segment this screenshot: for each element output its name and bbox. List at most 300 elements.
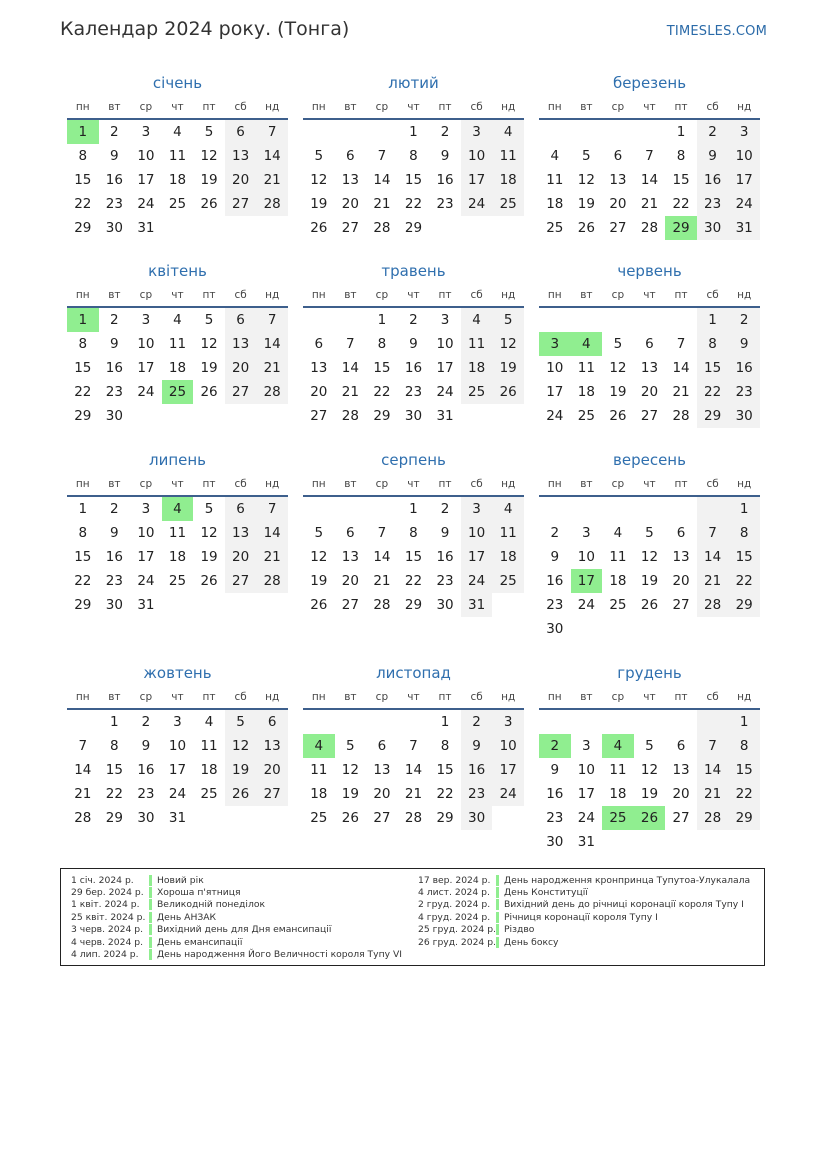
weekday-label: сб (470, 691, 483, 703)
day-cell: 13 (310, 360, 328, 376)
empty-day-cell (665, 710, 697, 734)
weekend-day-cell: 13 (256, 734, 288, 758)
day-cell: 20 (640, 384, 659, 400)
day-cell: 21 (373, 196, 391, 212)
weekend-day-cell: 6 (225, 120, 257, 144)
day-cell: 5 (204, 312, 214, 328)
day-cell: 1 (676, 124, 686, 140)
weekend-day-cell: 20 (225, 545, 257, 569)
empty-day-cell (602, 710, 634, 734)
legend-row (71, 936, 402, 948)
day-cell: 13 (640, 360, 659, 376)
day-cell: 8 (78, 148, 88, 164)
day-cell: 12 (200, 525, 218, 541)
empty-day-cell (366, 710, 398, 734)
day-cell: 26 (200, 384, 218, 400)
day-cell: 3 (582, 738, 591, 754)
holiday-day-cell: 2 (539, 734, 571, 758)
weekend-day-cell: 21 (697, 782, 729, 806)
day-cell: 6 (314, 336, 324, 352)
empty-day-cell (366, 497, 398, 521)
weekend-day-cell: 30 (728, 404, 760, 428)
day-cell: 11 (609, 549, 627, 565)
day-cell: 29 (373, 408, 391, 424)
day-cell: 14 (672, 360, 690, 376)
holiday-day-cell: 3 (539, 332, 571, 356)
legend-holiday-name: Великодній понеділок (157, 899, 266, 911)
weekend-day-cell: 28 (256, 192, 288, 216)
legend-row (71, 911, 402, 923)
holiday-day-cell: 4 (571, 332, 603, 356)
legend-holiday-name: Різдво (504, 924, 535, 936)
day-grid (67, 497, 288, 617)
weekday-label: вт (108, 289, 121, 301)
day-cell: 5 (204, 124, 214, 140)
weekday-label: вт (580, 691, 593, 703)
day-cell: 11 (546, 172, 564, 188)
day-cell: 6 (645, 336, 654, 352)
day-cell: 25 (546, 220, 564, 236)
day-cell: 16 (436, 549, 454, 565)
day-cell: 27 (341, 597, 359, 613)
weekday-label: нд (501, 289, 516, 301)
empty-day-cell (602, 308, 634, 332)
legend-marker (149, 924, 152, 935)
day-cell: 13 (341, 172, 359, 188)
weekend-day-cell: 20 (225, 168, 257, 192)
empty-day-cell (697, 497, 729, 521)
weekday-label: нд (501, 691, 516, 703)
legend-holiday-name: Вихідний день для Дня емансипації (157, 924, 332, 936)
day-cell: 21 (373, 573, 391, 589)
weekday-label: нд (501, 101, 516, 113)
legend-row (418, 911, 750, 923)
weekend-day-cell: 4 (461, 308, 493, 332)
day-cell: 9 (110, 336, 119, 352)
day-cell: 16 (404, 360, 423, 376)
day-cell: 22 (404, 573, 423, 589)
day-cell: 11 (168, 336, 187, 352)
day-cell: 7 (78, 738, 88, 754)
day-cell: 8 (676, 148, 686, 164)
weekend-day-cell: 28 (256, 380, 288, 404)
day-cell: 19 (200, 172, 218, 188)
holiday-day-cell: 25 (162, 380, 194, 404)
legend-marker (149, 937, 152, 948)
weekend-day-cell: 15 (697, 356, 729, 380)
day-cell: 6 (377, 738, 387, 754)
weekday-label: пн (75, 289, 90, 301)
weekday-header (67, 473, 288, 495)
day-cell: 4 (550, 148, 560, 164)
day-cell: 9 (440, 525, 450, 541)
weekday-label: пт (438, 691, 452, 703)
empty-day-cell (634, 497, 666, 521)
empty-day-cell (665, 308, 697, 332)
day-cell: 14 (373, 549, 391, 565)
legend-holiday-name: Вихідний день до річниці коронації короля Тупу I (504, 899, 744, 911)
empty-day-cell (571, 308, 603, 332)
legend-date: 1 квіт. 2024 р. (71, 899, 140, 911)
weekday-label: пт (202, 289, 216, 301)
empty-day-cell (539, 497, 571, 521)
legend-marker (496, 924, 499, 935)
weekday-label: пт (438, 289, 452, 301)
weekend-day-cell: 21 (697, 569, 729, 593)
legend-row (418, 874, 750, 886)
weekend-day-cell: 14 (256, 521, 288, 545)
weekend-day-cell: 28 (697, 806, 729, 830)
holiday-day-cell: 26 (634, 806, 666, 830)
day-cell: 25 (577, 408, 595, 424)
empty-day-cell (634, 120, 666, 144)
weekend-day-cell: 26 (492, 380, 524, 404)
weekend-day-cell: 7 (697, 734, 729, 758)
day-cell: 25 (168, 196, 187, 212)
legend-holiday-name: День АНЗАК (157, 911, 217, 923)
legend-marker (149, 899, 152, 910)
day-cell: 8 (440, 738, 450, 754)
day-cell: 18 (200, 762, 218, 778)
day-cell: 30 (137, 810, 155, 826)
day-cell: 23 (105, 573, 123, 589)
weekday-label: пт (674, 478, 688, 490)
weekday-label: чт (171, 289, 184, 301)
day-cell: 5 (346, 738, 355, 754)
day-cell: 24 (137, 573, 155, 589)
day-cell: 6 (346, 525, 355, 541)
weekend-day-cell: 27 (225, 569, 257, 593)
weekend-day-cell: 9 (697, 144, 729, 168)
day-cell: 9 (550, 762, 560, 778)
day-cell: 23 (546, 810, 564, 826)
day-cell: 9 (550, 549, 560, 565)
weekday-label: нд (265, 101, 280, 113)
day-grid (539, 710, 760, 854)
legend-date: 1 січ. 2024 р. (71, 874, 134, 886)
day-cell: 14 (341, 360, 359, 376)
weekend-day-cell: 22 (728, 569, 760, 593)
day-cell: 10 (168, 738, 187, 754)
day-cell: 27 (672, 810, 690, 826)
day-cell: 15 (404, 549, 423, 565)
weekend-day-cell: 8 (728, 734, 760, 758)
day-cell: 31 (137, 597, 155, 613)
weekend-day-cell: 19 (492, 356, 524, 380)
day-cell: 5 (582, 148, 591, 164)
day-cell: 25 (200, 786, 218, 802)
day-cell: 26 (341, 810, 359, 826)
day-cell: 7 (377, 525, 387, 541)
day-cell: 19 (200, 360, 218, 376)
weekday-label: сб (470, 289, 483, 301)
legend-holiday-name: День Конституції (504, 887, 588, 899)
day-cell: 19 (310, 196, 328, 212)
day-cell: 12 (640, 762, 659, 778)
day-grid (303, 497, 524, 617)
weekend-day-cell: 11 (492, 521, 524, 545)
empty-day-cell (602, 120, 634, 144)
empty-day-cell (539, 120, 571, 144)
month-name: травень (381, 262, 446, 280)
weekend-day-cell: 16 (697, 168, 729, 192)
day-cell: 12 (577, 172, 595, 188)
day-cell: 21 (640, 196, 659, 212)
weekday-label: сб (234, 478, 247, 490)
day-grid (303, 308, 524, 428)
weekday-label: вт (108, 691, 121, 703)
day-cell: 26 (200, 573, 218, 589)
weekday-label: ср (611, 691, 625, 703)
weekend-day-cell: 16 (461, 758, 493, 782)
day-cell: 10 (546, 360, 564, 376)
day-cell: 15 (404, 172, 423, 188)
day-cell: 22 (436, 786, 454, 802)
weekend-day-cell: 23 (697, 192, 729, 216)
weekday-label: чт (643, 101, 656, 113)
weekday-header (303, 96, 524, 118)
day-cell: 8 (377, 336, 387, 352)
weekday-label: нд (265, 478, 280, 490)
weekday-label: пт (438, 101, 452, 113)
day-cell: 28 (373, 220, 391, 236)
weekday-label: пн (547, 101, 562, 113)
weekday-label: вт (344, 691, 357, 703)
month-name: жовтень (143, 664, 212, 682)
day-cell: 5 (645, 525, 654, 541)
weekend-day-cell: 1 (728, 497, 760, 521)
day-cell: 23 (436, 196, 454, 212)
weekday-label: сб (470, 101, 483, 113)
legend-holiday-name: Річниця коронації короля Тупу I (504, 911, 658, 923)
day-cell: 18 (168, 172, 187, 188)
day-cell: 2 (550, 525, 560, 541)
day-grid (303, 120, 524, 240)
weekday-label: пн (311, 691, 326, 703)
weekend-day-cell: 7 (256, 120, 288, 144)
weekend-day-cell: 22 (728, 782, 760, 806)
empty-day-cell (366, 120, 398, 144)
day-cell: 24 (137, 384, 155, 400)
day-cell: 23 (436, 573, 454, 589)
weekday-label: ср (139, 101, 153, 113)
day-cell: 9 (110, 148, 119, 164)
legend-marker (149, 887, 152, 898)
weekday-label: нд (737, 101, 752, 113)
day-cell: 27 (640, 408, 659, 424)
day-cell: 14 (373, 172, 391, 188)
day-cell: 10 (137, 525, 155, 541)
day-cell: 5 (204, 501, 214, 517)
day-cell: 5 (613, 336, 623, 352)
weekday-label: чт (407, 478, 420, 490)
day-cell: 22 (105, 786, 123, 802)
legend-holiday-name: Хороша п'ятниця (157, 887, 241, 899)
month-block (539, 258, 760, 428)
day-cell: 17 (577, 786, 595, 802)
empty-day-cell (335, 710, 367, 734)
weekday-label: чт (171, 101, 184, 113)
day-cell: 30 (404, 408, 423, 424)
weekend-day-cell: 29 (697, 404, 729, 428)
legend-date: 4 лип. 2024 р. (71, 949, 139, 961)
day-cell: 12 (200, 148, 218, 164)
day-cell: 20 (310, 384, 328, 400)
day-cell: 5 (314, 148, 324, 164)
weekday-label: ср (139, 691, 153, 703)
weekend-day-cell: 31 (461, 593, 493, 617)
weekend-day-cell: 27 (225, 192, 257, 216)
weekend-day-cell: 2 (697, 120, 729, 144)
day-cell: 20 (672, 786, 690, 802)
weekend-day-cell: 15 (728, 545, 760, 569)
empty-day-cell (398, 710, 430, 734)
day-cell: 15 (105, 762, 123, 778)
day-cell: 20 (373, 786, 391, 802)
weekday-header (539, 473, 760, 495)
day-cell: 17 (546, 384, 564, 400)
day-cell: 3 (173, 714, 182, 730)
day-cell: 27 (609, 220, 627, 236)
month-block (303, 447, 524, 617)
legend-holiday-name: День народження Його Величності короля Тупу VI (157, 949, 402, 961)
day-cell: 2 (110, 124, 119, 140)
weekday-label: пн (75, 101, 90, 113)
day-cell: 25 (310, 810, 328, 826)
weekday-label: пн (75, 691, 90, 703)
weekend-day-cell: 7 (256, 497, 288, 521)
day-grid (67, 308, 288, 428)
day-cell: 13 (373, 762, 391, 778)
weekday-label: нд (737, 289, 752, 301)
empty-day-cell (335, 308, 367, 332)
weekday-label: сб (234, 289, 247, 301)
day-cell: 9 (110, 525, 119, 541)
day-cell: 6 (676, 738, 686, 754)
day-cell: 19 (341, 786, 359, 802)
month-block (303, 660, 524, 830)
day-grid (303, 710, 524, 830)
day-cell: 30 (546, 621, 564, 637)
day-cell: 21 (672, 384, 690, 400)
legend-holiday-name: День боксу (504, 936, 559, 948)
day-cell: 11 (200, 738, 218, 754)
weekend-day-cell: 2 (728, 308, 760, 332)
weekend-day-cell: 17 (461, 545, 493, 569)
day-cell: 19 (577, 196, 595, 212)
weekday-label: сб (706, 101, 719, 113)
day-cell: 23 (404, 384, 423, 400)
weekday-label: сб (706, 691, 719, 703)
day-cell: 29 (436, 810, 454, 826)
day-cell: 27 (373, 810, 391, 826)
weekend-day-cell: 12 (225, 734, 257, 758)
weekend-day-cell: 10 (461, 521, 493, 545)
weekend-day-cell: 1 (728, 710, 760, 734)
weekend-day-cell: 13 (225, 332, 257, 356)
empty-day-cell (539, 710, 571, 734)
day-cell: 26 (577, 220, 595, 236)
weekday-header (539, 96, 760, 118)
day-cell: 27 (341, 220, 359, 236)
day-cell: 19 (200, 549, 218, 565)
day-cell: 29 (74, 220, 92, 236)
day-cell: 11 (168, 525, 187, 541)
empty-day-cell (697, 710, 729, 734)
empty-day-cell (634, 710, 666, 734)
weekday-header (303, 473, 524, 495)
weekend-day-cell: 15 (728, 758, 760, 782)
month-block (67, 70, 288, 240)
weekend-day-cell: 14 (697, 758, 729, 782)
weekend-day-cell: 7 (256, 308, 288, 332)
weekday-label: вт (344, 289, 357, 301)
day-cell: 28 (404, 810, 423, 826)
day-cell: 16 (137, 762, 155, 778)
weekend-day-cell: 25 (492, 192, 524, 216)
day-cell: 11 (168, 148, 187, 164)
day-cell: 12 (310, 549, 328, 565)
holiday-day-cell: 17 (571, 569, 603, 593)
weekend-day-cell: 23 (728, 380, 760, 404)
legend-date: 2 груд. 2024 р. (418, 899, 491, 911)
month-name: липень (148, 451, 207, 469)
weekday-label: пн (311, 289, 326, 301)
day-cell: 14 (404, 762, 423, 778)
weekend-day-cell: 21 (256, 545, 288, 569)
weekend-day-cell: 26 (225, 782, 257, 806)
weekend-day-cell: 21 (256, 356, 288, 380)
day-cell: 18 (310, 786, 328, 802)
weekend-day-cell: 17 (461, 168, 493, 192)
day-cell: 22 (74, 384, 92, 400)
legend-row (418, 924, 750, 936)
weekend-day-cell: 28 (697, 593, 729, 617)
weekend-day-cell: 6 (256, 710, 288, 734)
day-cell: 4 (613, 525, 623, 541)
day-cell: 29 (404, 220, 423, 236)
day-cell: 21 (404, 786, 423, 802)
weekend-day-cell: 30 (461, 806, 493, 830)
weekend-day-cell: 18 (461, 356, 493, 380)
day-cell: 24 (577, 597, 595, 613)
day-cell: 13 (672, 762, 690, 778)
holiday-day-cell: 4 (162, 497, 194, 521)
day-cell: 24 (436, 384, 454, 400)
legend-marker (496, 899, 499, 910)
weekday-label: пн (547, 289, 562, 301)
day-cell: 16 (105, 172, 123, 188)
day-cell: 10 (577, 762, 595, 778)
weekend-day-cell: 11 (461, 332, 493, 356)
day-cell: 6 (676, 525, 686, 541)
weekday-label: сб (706, 289, 719, 301)
legend-date: 4 груд. 2024 р. (418, 911, 491, 923)
day-grid (539, 497, 760, 641)
site-link[interactable]: TIMESLES.COM (666, 24, 767, 39)
day-cell: 28 (672, 408, 690, 424)
day-cell: 8 (110, 738, 119, 754)
day-cell: 29 (404, 597, 423, 613)
legend-row (71, 874, 402, 886)
day-cell: 31 (436, 408, 454, 424)
weekday-label: чт (171, 691, 184, 703)
weekday-label: ср (611, 478, 625, 490)
weekday-label: сб (234, 101, 247, 113)
weekday-label: вт (580, 101, 593, 113)
day-cell: 5 (314, 525, 324, 541)
day-cell: 4 (173, 124, 182, 140)
